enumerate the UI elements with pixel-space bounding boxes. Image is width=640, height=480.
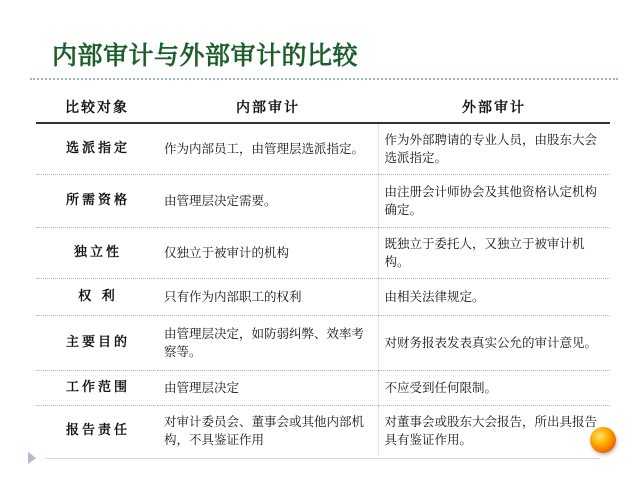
row-internal: 由管理层决定，如防弱纠弊、效率考察等。 [158,316,378,371]
row-aspect: 所需资格 [36,175,158,228]
header-external: 外部审计 [378,92,610,123]
row-external: 作为外部聘请的专业人员，由股东大会选派指定。 [378,123,610,175]
row-aspect: 独立性 [36,228,158,279]
row-external: 由注册会计师协会及其他资格认定机构确定。 [378,175,610,228]
row-internal: 由管理层决定 [158,371,378,406]
row-aspect: 选派指定 [36,123,158,175]
row-internal: 只有作为内部职工的权利 [158,279,378,316]
row-aspect: 权 利 [36,279,158,316]
table-row [36,406,610,457]
row-external: 对董事会或股东大会报告，所出具报告具有鉴证作用。 [378,406,610,457]
slide-title: 内部审计与外部审计的比较 [52,41,359,70]
title-divider [30,78,618,80]
row-internal: 仅独立于被审计的机构 [158,228,378,279]
row-aspect: 主要目的 [36,316,158,371]
table-row [36,228,610,279]
orange-sphere-icon [590,427,616,453]
row-aspect: 报告责任 [65,423,130,438]
footer-divider [46,458,600,459]
table-row [36,175,610,228]
row-internal: 对审计委员会、董事会或其他内部机构，不具鉴证作用 [164,414,365,447]
triangle-right-icon[interactable] [28,452,36,464]
row-external: 不应受到任何限制。 [378,371,610,406]
row-aspect: 工作范围 [36,371,158,406]
row-external: 由相关法律规定。 [378,279,610,316]
header-internal: 内部审计 [158,92,378,123]
table-header-row [36,92,610,123]
row-external: 对财务报表发表真实公允的审计意见。 [378,316,610,371]
table-row [36,279,610,316]
table-row [36,316,610,371]
table-row [36,123,610,175]
header-aspect: 比较对象 [36,92,158,123]
row-external: 既独立于委托人，又独立于被审计机构。 [378,228,610,279]
comparison-table [36,92,610,456]
row-internal: 作为内部员工，由管理层选派指定。 [158,123,378,175]
table-row [36,371,610,406]
row-internal: 由管理层决定需要。 [158,175,378,228]
